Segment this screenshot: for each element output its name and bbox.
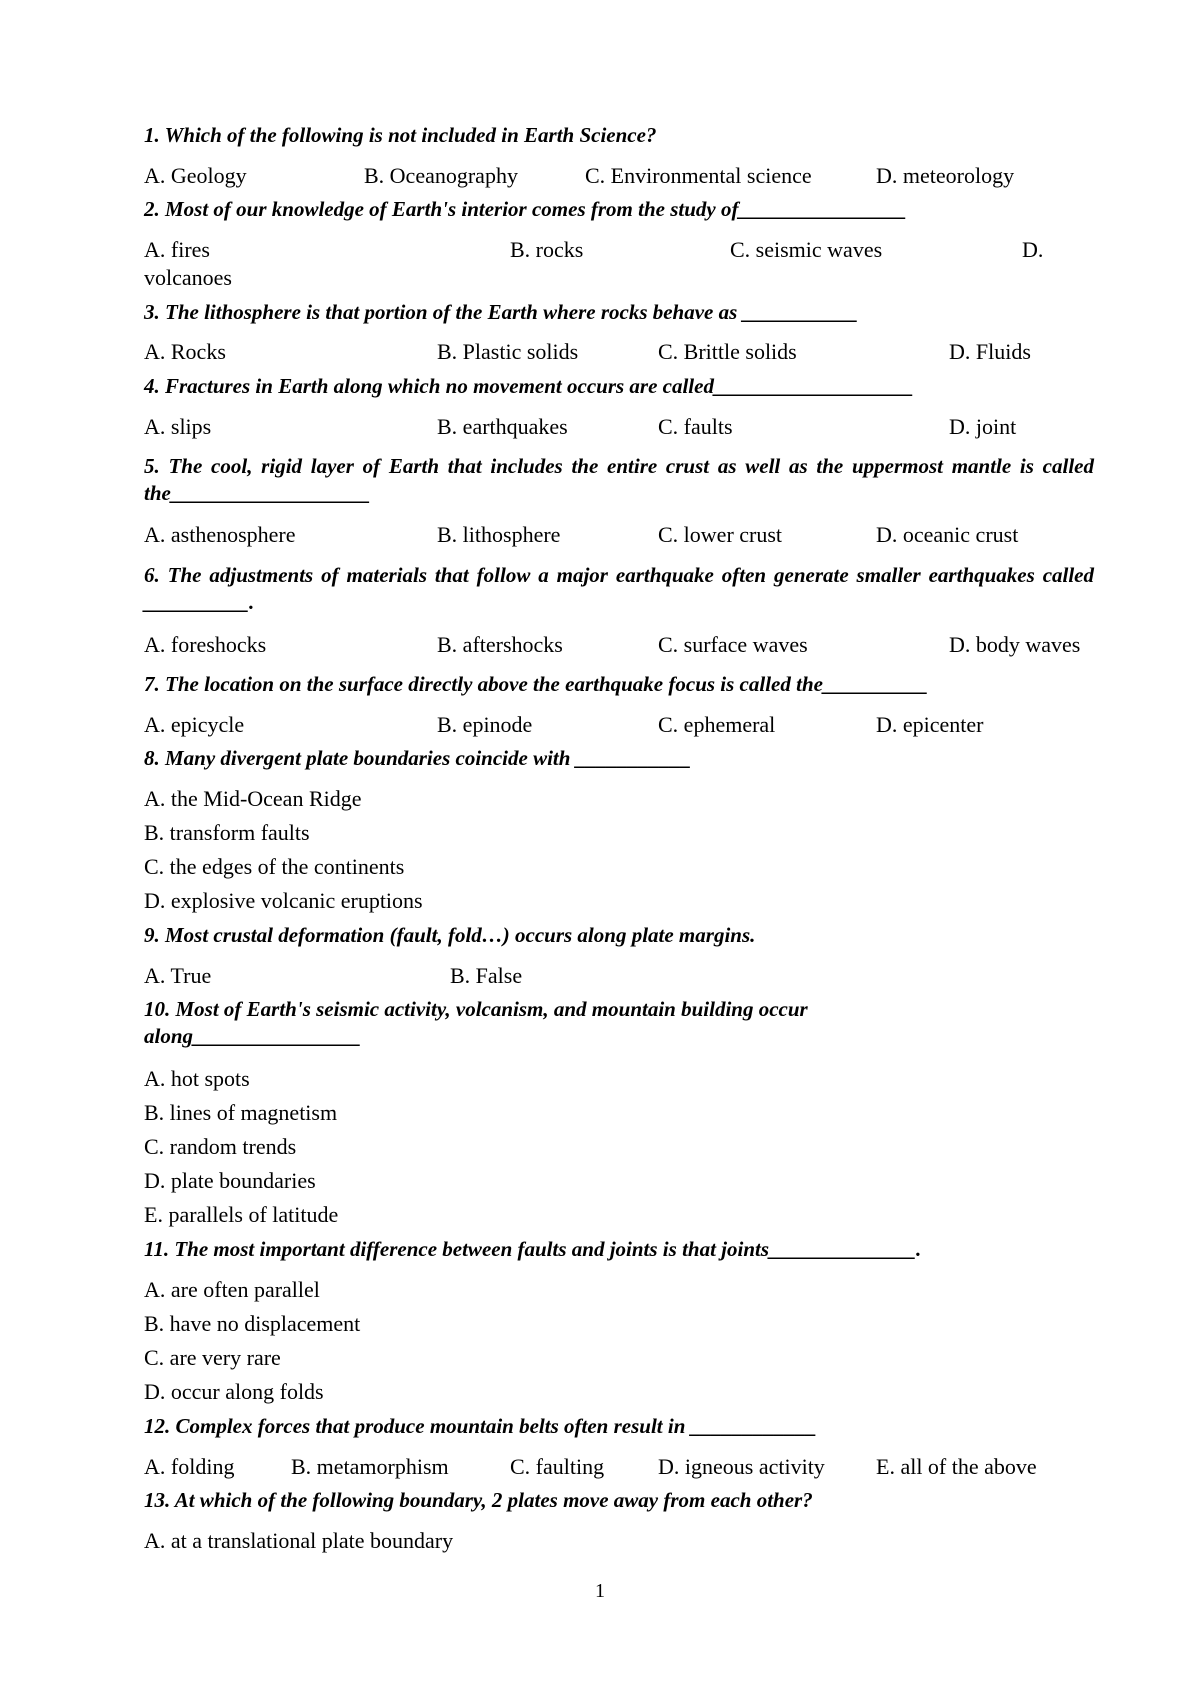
question-3: 3. The lithosphere is that portion of the Earth where rocks behave as ___________	[144, 300, 859, 324]
question-4: 4. Fractures in Earth along which no movement occurs are called___________________	[144, 374, 914, 398]
q12-option-a: A. folding	[144, 1454, 235, 1479]
q7-option-b: B. epinode	[437, 712, 533, 737]
q13-option-a: A. at a translational plate boundary	[144, 1528, 454, 1553]
question-9: 9. Most crustal deformation (fault, fold…) occurs along plate margins.	[144, 923, 756, 947]
q6-option-c: C. surface waves	[658, 632, 808, 657]
q7-option-d: D. epicenter	[876, 712, 984, 737]
question-10-line-1: 10. Most of Earth's seismic activity, volcanism, and mountain building occur	[144, 997, 808, 1021]
q11-option-c: C. are very rare	[144, 1345, 281, 1370]
question-5: 5. The cool, rigid layer of Earth that includes the entire crust as well as the uppermost mantle is called the___________________	[144, 454, 1100, 505]
q8-option-b: B. transform faults	[144, 820, 310, 845]
q8-option-a: A. the Mid-Ocean Ridge	[144, 786, 362, 811]
q10-option-e: E. parallels of latitude	[144, 1202, 339, 1227]
question-1: 1. Which of the following is not included in Earth Science?	[144, 123, 657, 147]
q5-option-c: C. lower crust	[658, 522, 783, 547]
question-12: 12. Complex forces that produce mountain belts often result in ____________	[144, 1414, 817, 1438]
q2-option-a: A. fires	[144, 237, 210, 262]
q1-option-b: B. Oceanography	[364, 163, 518, 188]
q12-option-e: E. all of the above	[876, 1454, 1037, 1479]
q10-option-c: C. random trends	[144, 1134, 297, 1159]
q11-option-d: D. occur along folds	[144, 1379, 324, 1404]
q6-option-b: B. aftershocks	[437, 632, 563, 657]
q6-option-a: A. foreshocks	[144, 632, 267, 657]
q7-option-a: A. epicycle	[144, 712, 245, 737]
q4-option-a: A. slips	[144, 414, 212, 439]
question-8: 8. Many divergent plate boundaries coincide with ___________	[144, 746, 692, 770]
q5-option-a: A. asthenosphere	[144, 522, 296, 547]
q8-option-d: D. explosive volcanic eruptions	[144, 888, 423, 913]
q10-option-a: A. hot spots	[144, 1066, 250, 1091]
question-2: 2. Most of our knowledge of Earth's interior comes from the study of________________	[144, 197, 907, 221]
q5-option-b: B. lithosphere	[437, 522, 561, 547]
q3-option-b: B. Plastic solids	[437, 339, 579, 364]
q4-option-b: B. earthquakes	[437, 414, 568, 439]
q3-option-d: D. Fluids	[949, 339, 1031, 364]
page-number: 1	[595, 1580, 605, 1602]
q4-option-d: D. joint	[949, 414, 1017, 439]
q10-option-b: B. lines of magnetism	[144, 1100, 338, 1125]
q10-option-d: D. plate boundaries	[144, 1168, 316, 1193]
q2-option-b: B. rocks	[510, 237, 584, 262]
q7-option-c: C. ephemeral	[658, 712, 776, 737]
q12-option-d: D. igneous activity	[658, 1454, 825, 1479]
q11-option-a: A. are often parallel	[144, 1277, 320, 1302]
q2-option-d: D.	[1022, 237, 1044, 262]
q9-option-a: A. True	[144, 963, 212, 988]
q4-option-c: C. faults	[658, 414, 733, 439]
question-11: 11. The most important difference between faults and joints is that joints______________.	[144, 1237, 922, 1261]
question-7: 7. The location on the surface directly above the earthquake focus is called the__________	[144, 672, 928, 696]
q2-option-d-text: volcanoes	[144, 265, 232, 290]
q6-option-d: D. body waves	[949, 632, 1081, 657]
q12-option-c: C. faulting	[510, 1454, 605, 1479]
q1-option-c: C. Environmental science	[585, 163, 812, 188]
q3-option-a: A. Rocks	[144, 339, 226, 364]
question-10-line-2: along________________	[144, 1024, 362, 1048]
q9-option-b: B. False	[450, 963, 523, 988]
question-13: 13. At which of the following boundary, 2 plates move away from each other?	[144, 1488, 813, 1512]
q8-option-c: C. the edges of the continents	[144, 854, 405, 879]
q5-option-d: D. oceanic crust	[876, 522, 1019, 547]
q11-option-b: B. have no displacement	[144, 1311, 361, 1336]
q12-option-b: B. metamorphism	[291, 1454, 449, 1479]
q1-option-d: D. meteorology	[876, 163, 1015, 188]
question-6: 6. The adjustments of materials that follow a major earthquake often generate smaller earthquakes called __________.	[144, 563, 1100, 614]
q3-option-c: C. Brittle solids	[658, 339, 797, 364]
q2-option-c: C. seismic waves	[730, 237, 883, 262]
q1-option-a: A. Geology	[144, 163, 247, 188]
